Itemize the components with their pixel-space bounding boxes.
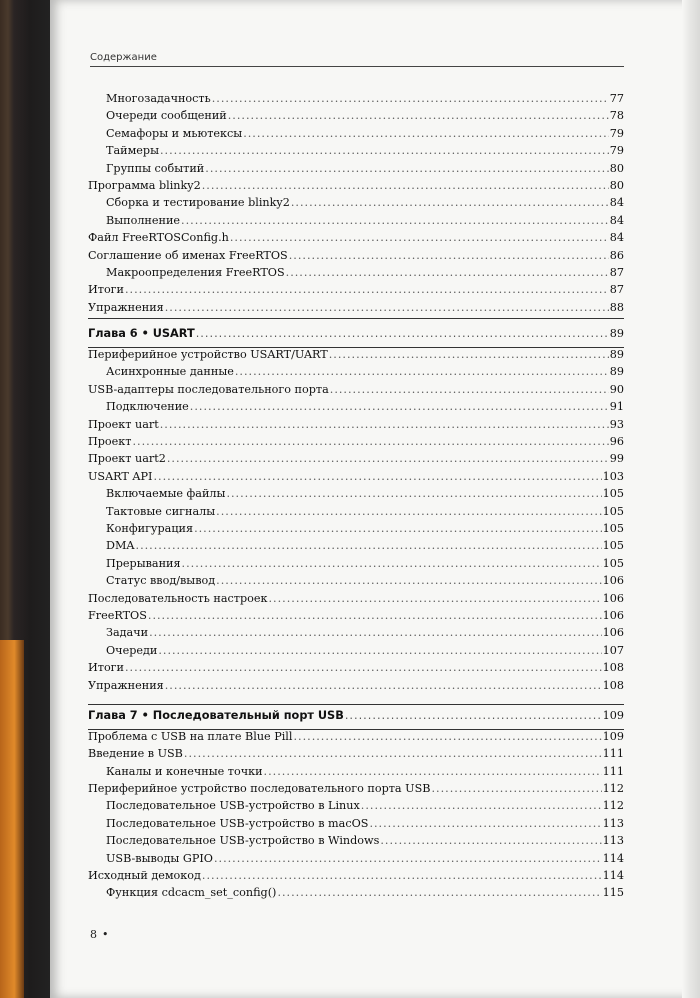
toc-entry-title: Очереди сообщений xyxy=(106,109,227,123)
toc-chapter-7-entries xyxy=(88,730,624,904)
chapter-page: 109 xyxy=(602,708,624,722)
toc-entry-title: Тактовые сигналы xyxy=(106,504,216,518)
dot-leader xyxy=(264,765,602,778)
chapter-title: Глава 7 • Последовательный порт USB xyxy=(88,708,344,722)
toc-entry-title: Функция cdcacm_set_config() xyxy=(106,886,277,900)
dot-leader xyxy=(216,574,602,587)
toc-entry-title: Включаемые файлы xyxy=(106,487,226,501)
toc-entry-title: Асинхронные данные xyxy=(106,365,234,379)
dot-leader xyxy=(160,144,609,157)
toc-entry-page: 114 xyxy=(602,851,624,865)
dot-leader xyxy=(230,231,609,244)
toc-entry-title: Периферийное устройство USART/UART xyxy=(88,348,328,362)
dot-leader xyxy=(369,817,601,830)
dot-leader xyxy=(205,162,608,175)
dot-leader xyxy=(165,301,609,314)
toc-entry-page: 108 xyxy=(602,661,624,675)
toc-entry-title: Исходный демокод xyxy=(88,869,201,883)
toc-entry-page: 106 xyxy=(602,574,624,588)
toc-entry-title: Последовательное USB-устройство в Linux xyxy=(106,799,360,813)
toc-entry-title: Проблема с USB на плате Blue Pill xyxy=(88,729,293,743)
toc-entry-title: Прерывания xyxy=(106,556,181,570)
toc-entry[interactable] xyxy=(88,400,624,417)
toc-entry-title: Задачи xyxy=(106,626,149,640)
toc-entry[interactable] xyxy=(88,505,624,522)
toc-entry-title: Упражнения xyxy=(88,300,164,314)
toc-entry-page: 79 xyxy=(609,126,624,140)
toc-entry-title: USB-адаптеры последовательного порта xyxy=(88,382,329,396)
toc-entry[interactable] xyxy=(88,730,624,747)
toc-entry-title: Подключение xyxy=(106,400,189,414)
dot-leader xyxy=(125,661,602,674)
toc-entry-page: 77 xyxy=(609,92,624,105)
toc-entry[interactable] xyxy=(88,661,624,678)
toc-entry-title: Каналы и конечные точки xyxy=(106,764,263,778)
toc-entry-page: 109 xyxy=(602,729,624,743)
toc-entry-page: 112 xyxy=(602,799,624,813)
toc-entry-page: 93 xyxy=(609,417,624,431)
chapter-heading-7[interactable] xyxy=(88,709,624,726)
toc-entry-title: Проект xyxy=(88,435,132,449)
toc-entry[interactable] xyxy=(88,834,624,851)
dot-leader xyxy=(190,400,609,413)
toc-entry-page: 99 xyxy=(609,452,624,466)
toc-entry-page: 84 xyxy=(609,196,624,210)
toc-entry-page: 78 xyxy=(609,109,624,123)
toc-entry-page: 112 xyxy=(602,782,624,796)
chapter-heading-6[interactable] xyxy=(88,327,624,344)
dot-leader xyxy=(149,626,602,639)
dot-leader xyxy=(329,348,609,361)
toc-entry-title: FreeRTOS xyxy=(88,608,147,622)
toc-entry[interactable] xyxy=(88,869,624,886)
toc-entry[interactable] xyxy=(88,214,624,231)
toc-entry-title: DMA xyxy=(106,539,135,553)
chapter-rule xyxy=(88,318,624,319)
dot-leader xyxy=(291,196,609,209)
toc-entry-title: Проект uart xyxy=(88,417,159,431)
toc-entry[interactable] xyxy=(88,196,624,213)
toc-entry-page: 111 xyxy=(602,764,624,778)
dot-leader xyxy=(235,365,609,378)
page-edge-shadow xyxy=(682,0,700,998)
dot-leader xyxy=(268,592,601,605)
toc-entry-title: Проект uart2 xyxy=(88,452,166,466)
toc-entry[interactable] xyxy=(88,127,624,144)
toc-entry-title: Упражнения xyxy=(88,678,164,692)
toc-entry[interactable] xyxy=(88,747,624,764)
toc-entry[interactable] xyxy=(88,452,624,469)
toc-entry-page: 84 xyxy=(609,213,624,227)
toc-entry-title: Семафоры и мьютексы xyxy=(106,126,243,140)
toc-entry-title: Макроопределения FreeRTOS xyxy=(106,265,285,279)
toc-entry[interactable] xyxy=(88,609,624,626)
dot-leader xyxy=(228,109,609,122)
toc-entry[interactable] xyxy=(88,266,624,283)
toc-entry-title: Последовательное USB-устройство в macOS xyxy=(106,816,369,830)
dot-leader xyxy=(226,487,601,500)
toc-entry-page: 86 xyxy=(609,248,624,262)
book-cover-edge xyxy=(0,640,24,998)
toc-entry-page: 80 xyxy=(609,178,624,192)
toc-section-continued xyxy=(88,92,624,318)
toc-entry[interactable] xyxy=(88,348,624,365)
toc-entry-page: 105 xyxy=(602,539,624,553)
toc-entry-page: 89 xyxy=(609,348,624,362)
toc-entry[interactable] xyxy=(88,109,624,126)
toc-entry-page: 84 xyxy=(609,231,624,245)
toc-entry-title: Сборка и тестирование blinky2 xyxy=(106,196,290,210)
toc-entry-title: Периферийное устройство последовательного порта USB xyxy=(88,782,431,796)
toc-entry[interactable] xyxy=(88,301,624,318)
dot-leader xyxy=(214,852,602,865)
toc-entry[interactable] xyxy=(88,799,624,816)
toc-entry-page: 113 xyxy=(602,834,624,848)
toc-entry-title: USART API xyxy=(88,469,153,483)
toc-entry-title: Выполнение xyxy=(106,213,181,227)
toc-entry[interactable] xyxy=(88,162,624,179)
dot-leader xyxy=(431,782,601,795)
dot-leader xyxy=(286,266,609,279)
toc-entry-page: 91 xyxy=(609,400,624,414)
toc-entry[interactable] xyxy=(88,383,624,400)
toc-entry-page: 87 xyxy=(609,265,624,279)
page-number xyxy=(90,928,109,941)
toc-entry-title: Введение в USB xyxy=(88,747,183,761)
chapter-page: 89 xyxy=(609,327,624,341)
toc-entry[interactable] xyxy=(88,283,624,300)
toc-entry-page: 80 xyxy=(609,161,624,175)
toc-entry-page: 106 xyxy=(602,591,624,605)
dot-leader xyxy=(330,383,609,396)
toc-entry[interactable] xyxy=(88,522,624,539)
toc-entry[interactable] xyxy=(88,144,624,161)
toc-entry-page: 105 xyxy=(602,504,624,518)
dot-leader xyxy=(136,539,602,552)
toc-entry[interactable] xyxy=(88,852,624,869)
toc-entry-title: Группы событий xyxy=(106,161,205,175)
toc-entry-title: Соглашение об именах FreeRTOS xyxy=(88,248,288,262)
toc-entry-page: 107 xyxy=(602,643,624,657)
toc-entry-page: 105 xyxy=(602,521,624,535)
toc-entry[interactable] xyxy=(88,249,624,266)
toc-entry-page: 114 xyxy=(602,869,624,883)
toc-entry[interactable] xyxy=(88,418,624,435)
toc-entry-page: 89 xyxy=(609,365,624,379)
dot-leader xyxy=(153,470,601,483)
toc-entry-page: 79 xyxy=(609,144,624,158)
toc-entry[interactable] xyxy=(88,365,624,382)
toc-entry-title: Очереди xyxy=(106,643,158,657)
table-of-contents xyxy=(88,92,624,904)
toc-entry[interactable] xyxy=(88,817,624,834)
dot-leader xyxy=(125,283,609,296)
dot-leader xyxy=(181,214,609,227)
toc-entry[interactable] xyxy=(88,487,624,504)
toc-entry-page: 88 xyxy=(609,300,624,314)
dot-leader xyxy=(293,730,601,743)
dot-leader xyxy=(202,179,609,192)
dot-leader xyxy=(184,747,602,760)
toc-entry-page: 103 xyxy=(602,469,624,483)
toc-chapter-6-entries xyxy=(88,348,624,696)
toc-entry[interactable] xyxy=(88,765,624,782)
dot-leader xyxy=(158,644,601,657)
toc-entry[interactable] xyxy=(88,539,624,556)
toc-entry-page: 106 xyxy=(602,608,624,622)
dot-leader xyxy=(212,92,609,105)
toc-entry-page: 111 xyxy=(602,747,624,761)
toc-entry[interactable] xyxy=(88,679,624,696)
toc-entry[interactable] xyxy=(88,470,624,487)
dot-leader xyxy=(167,452,609,465)
toc-entry-page: 96 xyxy=(609,435,624,449)
toc-entry-title: Итоги xyxy=(88,661,124,675)
toc-entry[interactable] xyxy=(88,886,624,903)
dot-leader xyxy=(196,327,609,340)
toc-entry[interactable] xyxy=(88,92,624,109)
dot-leader xyxy=(243,127,609,140)
toc-entry[interactable] xyxy=(88,435,624,452)
dot-leader xyxy=(160,418,609,431)
toc-entry-title: Последовательность настроек xyxy=(88,591,268,605)
toc-entry[interactable] xyxy=(88,557,624,574)
toc-entry-title: Таймеры xyxy=(106,144,159,158)
page-number-value: 8 xyxy=(90,928,97,941)
chapter-title: Глава 6 • USART xyxy=(88,327,195,341)
toc-entry[interactable] xyxy=(88,626,624,643)
running-head: Содержание xyxy=(90,52,157,63)
toc-entry[interactable] xyxy=(88,782,624,799)
toc-entry-title: Конфигурация xyxy=(106,521,194,535)
toc-entry-title: Многозадачность xyxy=(106,92,211,105)
toc-entry[interactable] xyxy=(88,179,624,196)
toc-entry-title: Файл FreeRTOSConfig.h xyxy=(88,231,229,245)
toc-entry[interactable] xyxy=(88,592,624,609)
toc-entry-page: 106 xyxy=(602,626,624,640)
dot-leader xyxy=(165,679,602,692)
toc-entry-title: Статус ввод/вывод xyxy=(106,574,216,588)
toc-entry-title: Итоги xyxy=(88,283,124,297)
toc-entry-page: 90 xyxy=(609,382,624,396)
toc-entry-page: 108 xyxy=(602,678,624,692)
toc-entry-page: 115 xyxy=(602,886,624,900)
dot-leader xyxy=(182,557,602,570)
dot-leader xyxy=(345,709,602,722)
toc-entry[interactable] xyxy=(88,231,624,248)
page-number-bullet: • xyxy=(102,928,109,941)
toc-entry-page: 105 xyxy=(602,487,624,501)
dot-leader xyxy=(216,505,601,518)
toc-entry-title: USB-выводы GPIO xyxy=(106,851,213,865)
toc-entry-page: 105 xyxy=(602,556,624,570)
dot-leader xyxy=(202,869,602,882)
dot-leader xyxy=(132,435,608,448)
dot-leader xyxy=(194,522,602,535)
toc-entry-page: 87 xyxy=(609,283,624,297)
chapter-rule xyxy=(88,704,624,705)
dot-leader xyxy=(361,799,602,812)
dot-leader xyxy=(380,834,601,847)
toc-entry-page: 113 xyxy=(602,816,624,830)
toc-entry[interactable] xyxy=(88,644,624,661)
dot-leader xyxy=(289,249,609,262)
toc-entry[interactable] xyxy=(88,574,624,591)
dot-leader xyxy=(148,609,602,622)
toc-entry-title: Программа blinky2 xyxy=(88,178,201,192)
toc-entry-title: Последовательное USB-устройство в Windows xyxy=(106,834,380,848)
running-head-rule xyxy=(90,66,624,67)
dot-leader xyxy=(277,886,601,899)
